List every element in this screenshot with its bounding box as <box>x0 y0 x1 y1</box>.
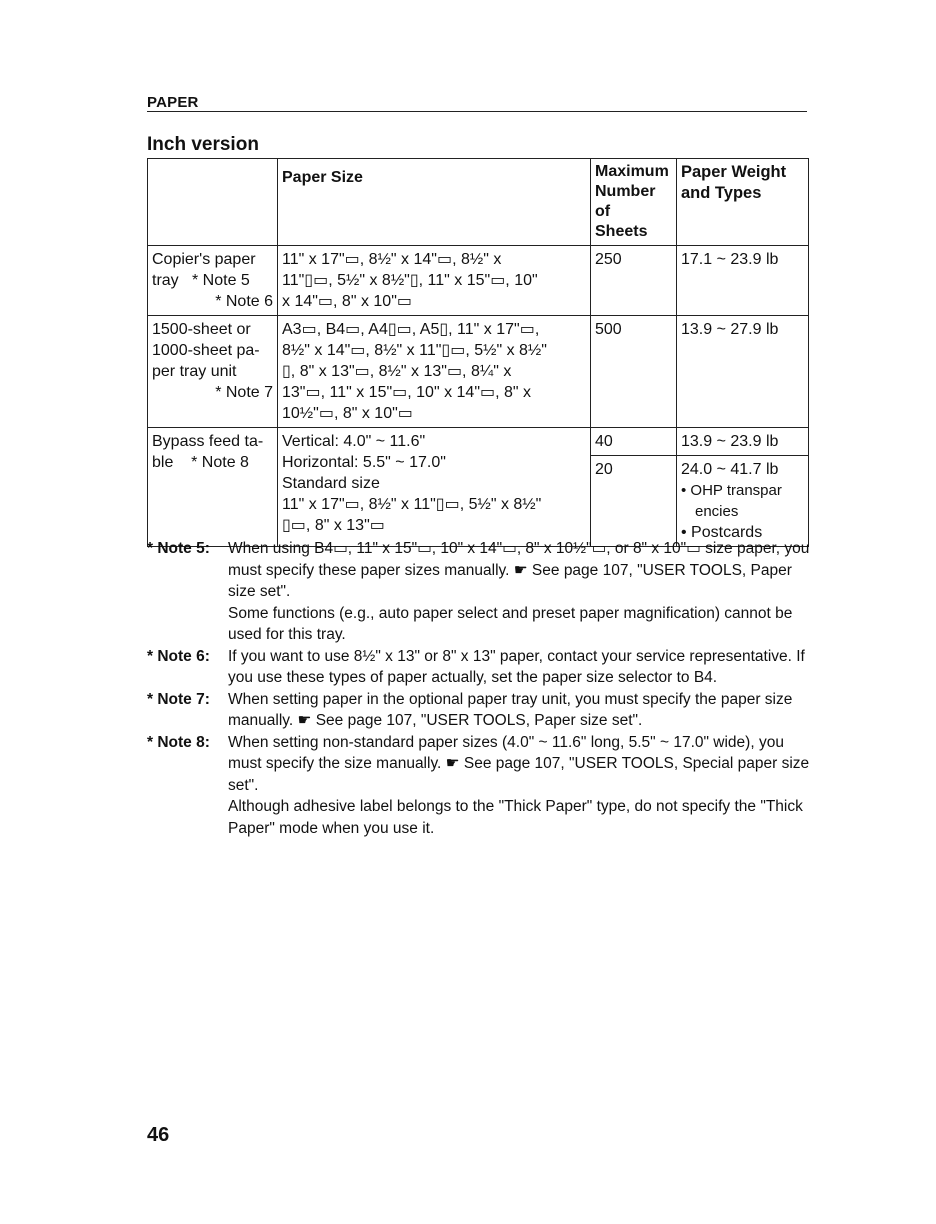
table-row <box>148 246 809 316</box>
paper-size-table <box>147 158 809 547</box>
note-7 <box>147 689 817 732</box>
note-body <box>228 646 817 689</box>
header-paper-weight <box>677 159 809 246</box>
section-rule <box>147 111 807 112</box>
table-row <box>148 316 809 428</box>
table-header-row <box>148 159 809 246</box>
label-line: tray * Note 5 <box>152 272 250 289</box>
weight-line: 24.0 ~ 41.7 lb <box>681 461 779 478</box>
note-key: * Note 7: <box>147 690 210 708</box>
note-paragraph: If you want to use 8½" x 13" or 8" x 13" paper, contact your service representative. If you use these types of paper actually, set the paper size selector to B4. <box>228 647 805 686</box>
row-paper-weight: 17.1 ~ 23.9 lb <box>677 246 809 316</box>
size-line: ▯, 8" x 13"▭, 8½" x 13"▭, 8¼" x <box>282 363 512 380</box>
size-line: x 14"▭, 8" x 10"▭ <box>282 293 412 310</box>
note-body <box>228 689 817 732</box>
size-line: 11"▯▭, 5½" x 8½"▯, 11" x 15"▭, 10" <box>282 272 538 289</box>
row-paper-sizes <box>278 246 591 316</box>
header-max-line1: Maximum <box>595 163 669 180</box>
page-title: Inch version <box>147 134 259 155</box>
header-weight-line1: Paper Weight <box>681 163 787 181</box>
header-max-sheets <box>591 159 677 246</box>
row-max-sheets-standard: 40 <box>591 428 677 456</box>
row-label <box>148 316 278 428</box>
label-line: per tray unit <box>152 363 237 380</box>
table-row <box>148 428 809 456</box>
note-paragraph: When setting non-standard paper sizes (4.0" ~ 11.6" long, 5.5" ~ 17.0" wide), you must specify the size manually. ☛ See page 107, "USER TOOLS, Special paper size set". <box>228 733 810 794</box>
label-line: * Note 7 <box>215 384 273 401</box>
row-paper-weight-special <box>677 456 809 547</box>
size-line: 13"▭, 11" x 15"▭, 10" x 14"▭, 8" x <box>282 384 532 401</box>
note-key: * Note 5: <box>147 540 210 557</box>
note-paragraph: When setting paper in the optional paper tray unit, you must specify the paper size manually. ☛ See page 107, "USER TOOLS, Paper size set". <box>228 690 793 729</box>
size-line: A3▭, B4▭, A4▯▭, A5▯, 11" x 17"▭, <box>282 321 540 338</box>
header-max-line3: Sheets <box>595 223 648 240</box>
size-line: 8½" x 14"▭, 8½" x 11"▯▭, 5½" x 8½" <box>282 342 547 359</box>
section-label: PAPER <box>147 94 199 111</box>
header-weight-line2: and Types <box>681 184 762 202</box>
weight-line: • OHP transpar <box>681 482 782 499</box>
page-number: 46 <box>147 1124 170 1146</box>
weight-line: encies <box>695 503 739 520</box>
label-line: * Note 6 <box>215 293 273 310</box>
label-line: Bypass feed ta- <box>152 433 264 450</box>
row-label <box>148 428 278 547</box>
note-6 <box>147 646 817 689</box>
size-line: ▯▭, 8" x 13"▭ <box>282 517 385 534</box>
row-paper-sizes <box>278 316 591 428</box>
size-line: 11" x 17"▭, 8½" x 11"▯▭, 5½" x 8½" <box>282 496 542 513</box>
note-key: * Note 6: <box>147 647 210 665</box>
row-max-sheets-special: 20 <box>591 456 677 547</box>
label-line: ble * Note 8 <box>152 454 249 471</box>
note-body <box>228 538 817 646</box>
row-max-sheets: 250 <box>591 246 677 316</box>
size-line: Standard size <box>282 475 380 492</box>
weight-line: • Postcards <box>681 524 763 541</box>
size-line: Horizontal: 5.5" ~ 17.0" <box>282 454 446 471</box>
row-paper-weight-standard: 13.9 ~ 23.9 lb <box>677 428 809 456</box>
label-line: Copier's paper <box>152 251 256 268</box>
row-paper-weight: 13.9 ~ 27.9 lb <box>677 316 809 428</box>
note-paragraph: When using B4▭, 11" x 15"▭, 10" x 14"▭, 8" x 10½"▭, or 8" x 10"▭ size paper, you must specify these paper sizes manually. ☛ See page 107, "USER TOOLS, Paper size set". <box>228 540 810 600</box>
row-max-sheets: 500 <box>591 316 677 428</box>
label-line: 1000-sheet pa- <box>152 342 260 359</box>
note-8 <box>147 732 817 840</box>
notes-list <box>147 538 817 839</box>
note-paragraph: Some functions (e.g., auto paper select and preset paper magnification) cannot be used for this tray. <box>228 604 793 643</box>
header-paper-size: Paper Size <box>278 159 591 246</box>
size-line: Vertical: 4.0" ~ 11.6" <box>282 433 426 450</box>
row-label <box>148 246 278 316</box>
note-5 <box>147 538 817 646</box>
note-paragraph: Although adhesive label belongs to the "Thick Paper" type, do not specify the "Thick Paper" mode when you use it. <box>228 798 803 837</box>
header-blank <box>148 159 278 246</box>
note-body <box>228 732 817 840</box>
size-line: 11" x 17"▭, 8½" x 14"▭, 8½" x <box>282 251 502 268</box>
label-line: 1500-sheet or <box>152 321 251 338</box>
header-max-line2: Number of <box>595 183 656 220</box>
row-paper-sizes <box>278 428 591 547</box>
note-key: * Note 8: <box>147 733 210 751</box>
size-line: 10½"▭, 8" x 10"▭ <box>282 405 413 422</box>
